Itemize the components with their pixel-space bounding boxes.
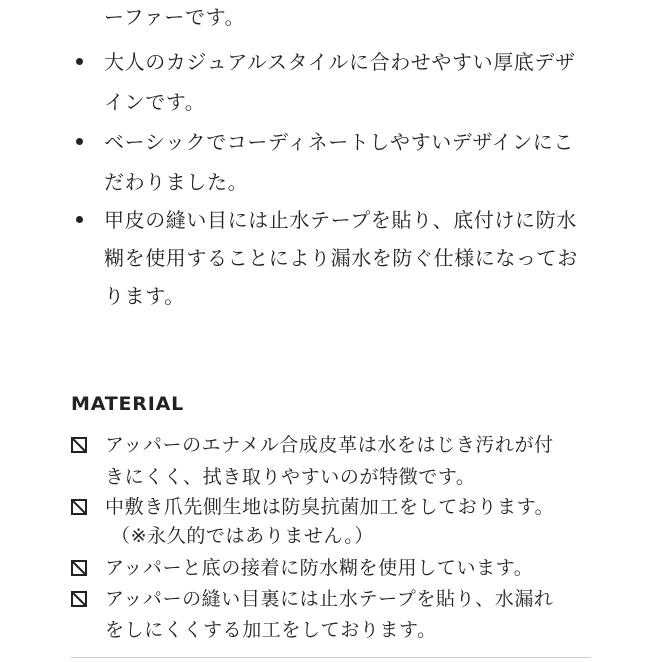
feature-line: だわりました。 [104, 170, 249, 194]
material-line: アッパーのエナメル合成皮革は水をはじき汚れが付 [105, 434, 554, 456]
section-divider [71, 657, 591, 658]
boxed-diagonal-icon [71, 560, 87, 576]
bullet-dot-icon [76, 138, 83, 145]
feature-line: 大人のカジュアルスタイルに合わせやすい厚底デザ [104, 50, 576, 74]
material-line: アッパーと底の接着に防水糊を使用しています。 [105, 557, 534, 579]
feature-line: 甲皮の縫い目には止水テープを貼り、底付けに防水 [104, 208, 577, 232]
feature-line: ーファーです。 [104, 5, 246, 29]
feature-line: 糊を使用することにより漏水を防ぐ仕様になってお [104, 246, 578, 270]
feature-line: ベーシックでコーディネートしやすいデザインにこ [104, 130, 574, 154]
boxed-diagonal-icon [71, 591, 87, 607]
boxed-diagonal-icon [71, 499, 87, 515]
material-line: 中敷き爪先側生地は防臭抗菌加工をしております。 [105, 496, 555, 518]
bullet-dot-icon [76, 216, 83, 223]
boxed-diagonal-icon [71, 437, 87, 453]
bullet-dot-icon [76, 58, 83, 65]
feature-line: インです。 [104, 90, 206, 114]
material-line: きにくく、拭き取りやすいのが特徴です。 [105, 466, 476, 488]
feature-line: ります。 [104, 284, 185, 308]
material-line: アッパーの縫い目裏には止水テープを貼り、水漏れ [105, 588, 554, 610]
material-line: （※永久的ではありません。） [111, 525, 374, 547]
material-heading: MATERIAL [71, 393, 184, 415]
material-line: をしにくくする加工をしております。 [105, 619, 437, 641]
